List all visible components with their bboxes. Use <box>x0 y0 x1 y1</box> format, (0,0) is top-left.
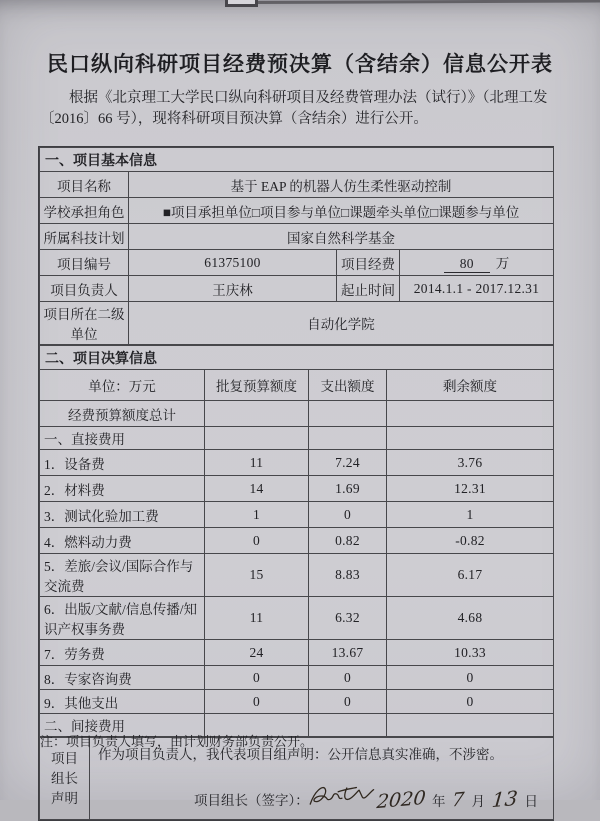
budget-row-label: 3．测试化验加工费 <box>40 502 205 528</box>
project-name-label: 项目名称 <box>40 172 129 198</box>
budget-header-remaining: 剩余额度 <box>387 370 554 401</box>
budget-cell: 11 <box>205 450 309 476</box>
budget-row-consulting <box>40 666 554 690</box>
budget-row-label: 8．专家咨询费 <box>40 666 205 690</box>
budget-row-travel <box>40 554 554 597</box>
budget-cell: 1 <box>205 502 309 528</box>
page-title: 民口纵向科研项目经费预决算（含结余）信息公开表 <box>47 52 553 76</box>
signature-label: 项目组长（签字）： <box>194 793 309 808</box>
period-value: 2014.1.1 - 2017.12.31 <box>400 276 554 302</box>
intro-paragraph <box>40 88 566 130</box>
plan-label: 所属科技计划 <box>40 224 129 250</box>
secondary-unit-value: 自动化学院 <box>129 302 554 345</box>
budget-cell <box>205 401 309 427</box>
budget-cell: 0 <box>309 690 387 714</box>
budget-row-label: 经费预算额度总计 <box>40 401 205 427</box>
budget-cell: 0 <box>205 528 309 554</box>
budget-cell: 0 <box>205 690 309 714</box>
section2-title: 二、项目决算信息 <box>40 346 554 370</box>
budget-row-label: 6．出版/文献/信息传播/知识产权事务费 <box>40 597 205 640</box>
leader-label: 项目负责人 <box>40 276 129 302</box>
budget-row-label: 5．差旅/会议/国际合作与交流费 <box>40 554 205 597</box>
budget-cell: 8.83 <box>309 554 387 597</box>
budget-cell: 13.67 <box>309 640 387 666</box>
declaration-statement: 作为项目负责人，我代表项目组声明：公开信息真实准确，不涉密。 <box>98 747 503 762</box>
funds-unit: 万 <box>495 256 510 271</box>
day-suffix: 日 <box>524 794 538 809</box>
funds-value <box>400 250 554 276</box>
budget-cell: 14 <box>205 476 309 502</box>
budget-row-materials <box>40 476 554 502</box>
scan-edge-artifact <box>256 0 600 4</box>
handwritten-signature <box>307 773 377 817</box>
project-name-value: 基于 EAP 的机器人仿生柔性驱动控制 <box>129 172 554 198</box>
secondary-unit-label-line1: 项目所在二级 <box>43 307 125 322</box>
budget-cell <box>309 401 387 427</box>
year-suffix: 年 <box>431 794 446 809</box>
budget-cell <box>309 714 387 737</box>
funds-amount: 80 <box>444 256 490 273</box>
intro-line-1: 根据《北京理工大学民口纵向科研项目及经费管理办法（试行）》（北理工发 <box>69 90 548 106</box>
budget-row-label: 7．劳务费 <box>40 640 205 666</box>
budget-cell: 0 <box>309 502 387 528</box>
plan-value: 国家自然科学基金 <box>129 224 554 250</box>
budget-row-direct-costs <box>40 427 554 450</box>
budget-cell: 0 <box>205 666 309 690</box>
budget-cell: 12.31 <box>387 476 554 502</box>
budget-cell: 6.17 <box>387 554 554 597</box>
budget-row-label: 二、间接费用 <box>40 714 205 737</box>
budget-cell: 15 <box>205 554 309 597</box>
budget-cell <box>387 714 554 737</box>
budget-header-unit: 单位：万元 <box>40 370 205 401</box>
declaration-label-line1: 项目 <box>51 750 78 766</box>
budget-cell <box>387 401 554 427</box>
budget-cell: 1.69 <box>309 476 387 502</box>
budget-cell: 3.76 <box>387 450 554 476</box>
basic-info-table <box>39 147 554 345</box>
leader-value: 王庆林 <box>129 276 337 302</box>
form-table <box>38 146 554 821</box>
budget-row-other <box>40 690 554 714</box>
budget-row-labor <box>40 640 554 666</box>
budget-cell: 0 <box>387 690 554 714</box>
scan-tab-artifact <box>225 0 258 7</box>
budget-cell: 24 <box>205 640 309 666</box>
secondary-unit-label <box>40 302 129 345</box>
budget-cell: 0.82 <box>309 528 387 554</box>
declaration-label-line2: 组长 <box>51 770 78 786</box>
school-role-label: 学校承担角色 <box>40 198 129 224</box>
budget-header-spent: 支出额度 <box>309 370 387 401</box>
budget-cell <box>205 427 309 450</box>
budget-row-label: 2．材料费 <box>40 476 205 502</box>
budget-row-label: 9．其他支出 <box>40 690 205 714</box>
budget-row-fuel-power <box>40 528 554 554</box>
budget-row-testing <box>40 502 554 528</box>
footnote: 注：项目负责人填写，由计划财务部负责公开。 <box>40 734 314 749</box>
handwritten-date <box>377 787 545 815</box>
budget-cell: 10.33 <box>387 640 554 666</box>
budget-cell: 6.32 <box>309 597 387 640</box>
budget-row-label: 一、直接费用 <box>40 427 205 450</box>
project-number-label: 项目编号 <box>40 250 129 276</box>
budget-cell: 0 <box>309 666 387 690</box>
secondary-unit-label-line2: 单位 <box>70 327 98 342</box>
budget-row-equipment <box>40 450 554 476</box>
date-day-handwritten: 13 <box>490 785 519 813</box>
intro-line-2: 〔2016〕66 号），现将科研项目预决算（含结余）进行公开。 <box>40 111 428 127</box>
funds-label: 项目经费 <box>337 250 400 276</box>
section1-title: 一、项目基本信息 <box>40 148 554 172</box>
budget-cell <box>387 427 554 450</box>
budget-cell: 4.68 <box>387 597 554 640</box>
budget-cell: -0.82 <box>387 528 554 554</box>
budget-header-approved: 批复预算额度 <box>205 370 309 401</box>
budget-row-publication <box>40 597 554 640</box>
month-suffix: 月 <box>471 794 486 809</box>
project-number-value: 61375100 <box>129 250 337 276</box>
budget-cell: 0 <box>387 666 554 690</box>
declaration-label-line3: 声明 <box>51 790 78 806</box>
budget-cell: 7.24 <box>309 450 387 476</box>
signature-row <box>98 781 545 815</box>
budget-cell: 1 <box>387 502 554 528</box>
budget-row-total <box>40 401 554 427</box>
budget-table <box>39 345 554 737</box>
period-label: 起止时间 <box>337 276 400 302</box>
school-role-checkboxes: ■项目承担单位□项目参与单位□课题牵头单位□课题参与单位 <box>129 198 554 224</box>
date-year-handwritten: 2020 <box>375 786 427 814</box>
budget-row-label: 1．设备费 <box>40 450 205 476</box>
budget-row-label: 4．燃料动力费 <box>40 528 205 554</box>
budget-cell: 11 <box>205 597 309 640</box>
date-month-handwritten: 7 <box>451 788 466 812</box>
budget-cell <box>309 427 387 450</box>
